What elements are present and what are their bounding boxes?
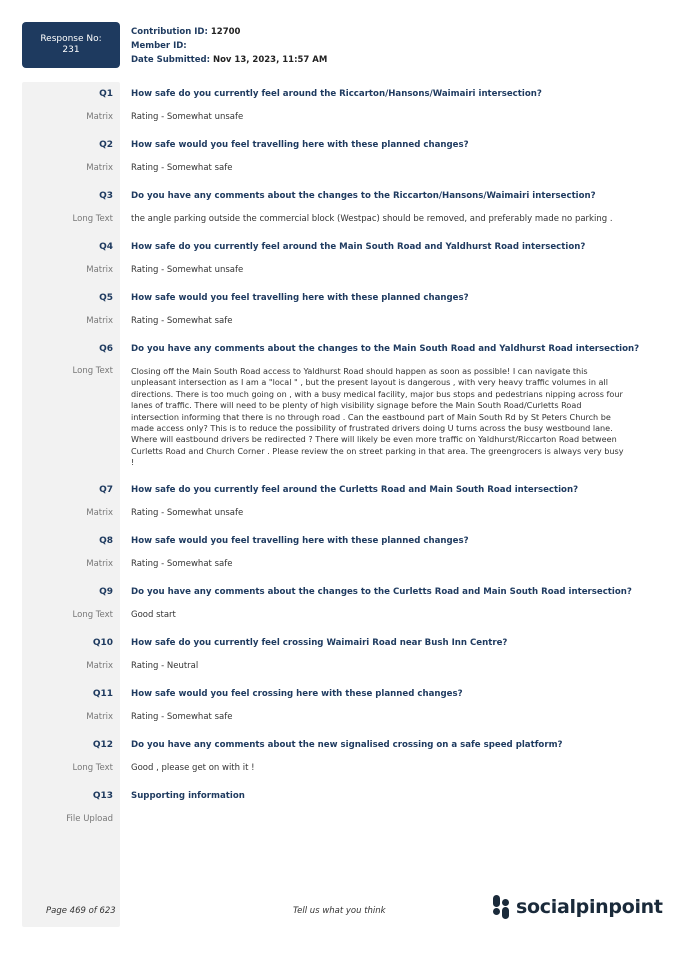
question-text: Do you have any comments about the new signalised crossing on a safe speed platform? xyxy=(131,740,563,750)
answer-text: Rating - Somewhat unsafe xyxy=(131,265,244,275)
answer-text: Rating - Somewhat safe xyxy=(131,316,233,326)
contribution-label: Contribution ID: xyxy=(131,27,208,37)
answer-text: Rating - Somewhat safe xyxy=(131,163,233,173)
answer-text: Rating - Somewhat safe xyxy=(131,559,233,569)
answer-text: Closing off the Main South Road access to Yaldhurst Road should happen as soon as possible! I can navigate this unpleasant intersection as I am a "local " , but the present layout is dangerous , with very heavy traffic volumes in all directions. There is too much going on , with a busy medical facility, major bus stops and pedestrians nipping across four lanes of traffic. There will need to be plenty of high visibility signage before the Main South Road/Curletts Road intersection informing that there is no through road . Can the eastbound part of Main South Rd by St Peters Church be made access only? This is to reduce the possibility of frustrated drivers doing U turns across the busy westbound lane. Where will eastbound drivers be redirected ? There will likely be even more traffic on Yaldhurst/Riccarton Road between Curletts Road and Church Corner . Please review the on street parking in that area. The greengrocers is always very busy ! xyxy=(131,366,624,468)
answer-type: Matrix xyxy=(86,712,113,722)
question-text: How safe would you feel travelling here with these planned changes? xyxy=(131,293,469,303)
question-number: Q1 xyxy=(99,89,113,99)
socialpinpoint-logo xyxy=(492,894,663,920)
submission-meta xyxy=(131,25,327,67)
question-number: Q7 xyxy=(99,485,113,495)
answer-text: Rating - Somewhat unsafe xyxy=(131,508,244,518)
answer-type: File Upload xyxy=(66,814,113,824)
page-number: Page 469 of 623 xyxy=(46,906,116,916)
question-text: Do you have any comments about the changes to the Riccarton/Hansons/Waimairi intersection? xyxy=(131,191,596,201)
question-text: How safe do you currently feel around the Riccarton/Hansons/Waimairi intersection? xyxy=(131,89,542,99)
question-text: How safe would you feel travelling here with these planned changes? xyxy=(131,140,469,150)
question-text: How safe would you feel travelling here with these planned changes? xyxy=(131,536,469,546)
member-label: Member ID: xyxy=(131,41,187,51)
question-number: Q10 xyxy=(92,638,113,648)
answer-text: the angle parking outside the commercial block (Westpac) should be removed, and preferably made no parking . xyxy=(131,214,613,224)
question-number: Q3 xyxy=(99,191,113,201)
question-text: Do you have any comments about the changes to the Main South Road and Yaldhurst Road intersection? xyxy=(131,344,640,354)
answer-text: Rating - Somewhat safe xyxy=(131,712,233,722)
answer-type: Matrix xyxy=(86,508,113,518)
answer-type: Matrix xyxy=(86,112,113,122)
answer-type: Long Text xyxy=(72,214,113,224)
socialpinpoint-logo-icon xyxy=(492,894,512,920)
answer-text: Rating - Somewhat unsafe xyxy=(131,112,244,122)
date-label: Date Submitted: xyxy=(131,55,210,65)
question-text: How safe do you currently feel around the Main South Road and Yaldhurst Road intersection? xyxy=(131,242,586,252)
response-badge xyxy=(22,22,120,68)
response-label: Response No: xyxy=(40,34,102,44)
question-text: How safe do you currently feel crossing Waimairi Road near Bush Inn Centre? xyxy=(131,638,508,648)
answer-type: Matrix xyxy=(86,163,113,173)
answer-type: Matrix xyxy=(86,265,113,275)
question-number: Q5 xyxy=(99,293,113,303)
question-number: Q2 xyxy=(99,140,113,150)
answer-type: Long Text xyxy=(72,366,113,376)
footer-tagline: Tell us what you think xyxy=(293,906,386,916)
question-text: How safe do you currently feel around the Curletts Road and Main South Road intersection? xyxy=(131,485,579,495)
contribution-id: 12700 xyxy=(210,27,241,37)
answer-text: Good , please get on with it ! xyxy=(131,763,255,773)
answer-type: Matrix xyxy=(86,661,113,671)
answer-text: Rating - Neutral xyxy=(131,661,199,671)
answer-type: Matrix xyxy=(86,316,113,326)
question-number: Q11 xyxy=(92,689,113,699)
question-number: Q9 xyxy=(99,587,113,597)
question-number: Q4 xyxy=(99,242,113,252)
answer-text: Good start xyxy=(131,610,176,620)
question-number: Q6 xyxy=(99,344,113,354)
response-number: 231 xyxy=(62,45,80,55)
answer-type: Long Text xyxy=(72,610,113,620)
question-number: Q8 xyxy=(99,536,113,546)
question-text: Do you have any comments about the changes to the Curletts Road and Main South Road intersection? xyxy=(131,587,632,597)
logo-wordmark: socialpinpoint xyxy=(516,896,663,918)
question-text: Supporting information xyxy=(131,791,245,801)
question-number: Q12 xyxy=(92,740,113,750)
question-number: Q13 xyxy=(92,791,113,801)
question-text: How safe would you feel crossing here with these planned changes? xyxy=(131,689,463,699)
date-value: Nov 13, 2023, 11:57 AM xyxy=(212,55,328,65)
answer-type: Matrix xyxy=(86,559,113,569)
answer-type: Long Text xyxy=(72,763,113,773)
